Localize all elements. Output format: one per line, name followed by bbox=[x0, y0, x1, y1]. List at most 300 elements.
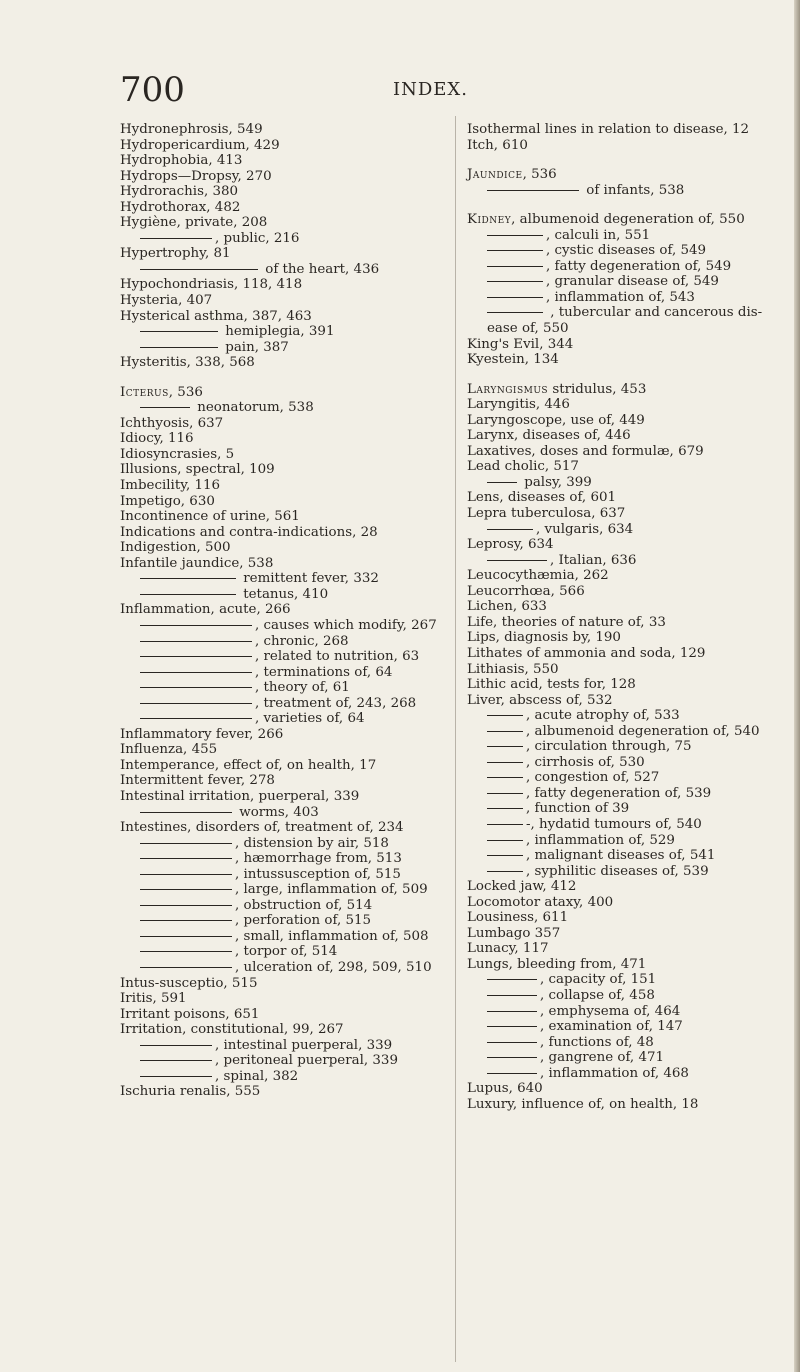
entry-text: , malignant diseases of, 541 bbox=[526, 848, 716, 864]
index-entry bbox=[120, 431, 450, 447]
index-subentry bbox=[120, 711, 450, 727]
index-subentry bbox=[120, 400, 450, 416]
index-entry bbox=[467, 459, 797, 475]
repeat-dash bbox=[487, 715, 523, 716]
repeat-dash bbox=[487, 560, 547, 561]
entry-text: Kyestein, 134 bbox=[467, 352, 559, 368]
index-entry bbox=[467, 584, 797, 600]
entry-text: , albumenoid degeneration of, 540 bbox=[526, 723, 760, 739]
entry-text: of the heart, 436 bbox=[261, 261, 380, 277]
entry-text: , inflammation of, 529 bbox=[526, 832, 675, 848]
index-entry bbox=[120, 556, 450, 572]
entry-text: , inflammation of, 543 bbox=[546, 289, 695, 305]
index-subentry bbox=[467, 1019, 797, 1035]
entry-text: , torpor of, 514 bbox=[235, 944, 338, 960]
index-subentry bbox=[467, 801, 797, 817]
entry-text: ease of, 550 bbox=[487, 321, 569, 337]
index-subentry bbox=[120, 680, 450, 696]
entry-text: , intussusception of, 515 bbox=[235, 866, 401, 882]
index-subentry bbox=[467, 972, 797, 988]
index-subentry bbox=[120, 324, 450, 340]
index-entry bbox=[120, 478, 450, 494]
entry-text: , chronic, 268 bbox=[255, 633, 349, 649]
index-entry bbox=[120, 309, 450, 325]
entry-text: Hydropericardium, 429 bbox=[120, 137, 280, 153]
index-entry bbox=[467, 537, 797, 553]
repeat-dash bbox=[140, 641, 252, 642]
index-entry bbox=[467, 615, 797, 631]
repeat-dash bbox=[140, 578, 236, 579]
entry-text: , causes which modify, 267 bbox=[255, 617, 437, 633]
index-subentry bbox=[120, 882, 450, 898]
entry-text: Hygiène, private, 208 bbox=[120, 215, 268, 231]
entry-text: King's Evil, 344 bbox=[467, 336, 574, 352]
index-subentry bbox=[120, 929, 450, 945]
repeat-dash bbox=[487, 190, 579, 191]
entry-text: Indications and contra-indications, 28 bbox=[120, 524, 378, 540]
index-entry bbox=[467, 428, 797, 444]
index-entry bbox=[120, 525, 450, 541]
repeat-dash bbox=[487, 808, 523, 809]
entry-text: Itch, 610 bbox=[467, 137, 528, 153]
entry-text: , syphilitic diseases of, 539 bbox=[526, 863, 709, 879]
index-subentry bbox=[467, 321, 797, 337]
entry-text: Lens, diseases of, 601 bbox=[467, 490, 616, 506]
entry-text: Intestines, disorders of, treatment of, 234 bbox=[120, 820, 404, 836]
page-number: 700 bbox=[120, 70, 185, 110]
entry-text: , granular disease of, 549 bbox=[546, 274, 719, 290]
index-subentry bbox=[467, 243, 797, 259]
index-subentry bbox=[467, 475, 797, 491]
entry-text: , inflammation of, 468 bbox=[540, 1065, 689, 1081]
repeat-dash bbox=[487, 1042, 537, 1043]
entry-text: Hypertrophy, 81 bbox=[120, 246, 231, 262]
index-subentry bbox=[467, 1035, 797, 1051]
entry-text: Locked jaw, 412 bbox=[467, 879, 577, 895]
index-entry bbox=[120, 169, 450, 185]
repeat-dash bbox=[487, 762, 523, 763]
entry-text: Liver, abscess of, 532 bbox=[467, 692, 613, 708]
section-initial-word: Jaundice bbox=[467, 167, 523, 183]
entry-text: worms, 403 bbox=[235, 804, 319, 820]
entry-text: Lithiasis, 550 bbox=[467, 661, 559, 677]
index-entry bbox=[120, 215, 450, 231]
index-subentry bbox=[467, 1004, 797, 1020]
index-entry bbox=[467, 397, 797, 413]
entry-text: Lips, diagnosis by, 190 bbox=[467, 630, 621, 646]
entry-text: , intestinal puerperal, 339 bbox=[215, 1037, 393, 1053]
entry-text: , spinal, 382 bbox=[215, 1068, 299, 1084]
index-subentry bbox=[120, 634, 450, 650]
index-entry bbox=[467, 910, 797, 926]
index-subentry bbox=[120, 944, 450, 960]
repeat-dash bbox=[487, 855, 523, 856]
index-entry bbox=[467, 677, 797, 693]
index-entry bbox=[120, 1084, 450, 1100]
entry-text: Hypochondriasis, 118, 418 bbox=[120, 277, 303, 293]
index-subentry bbox=[467, 305, 797, 321]
repeat-dash bbox=[487, 793, 523, 794]
repeat-dash bbox=[140, 920, 232, 921]
repeat-dash bbox=[140, 889, 232, 890]
entry-text: Lithates of ammonia and soda, 129 bbox=[467, 645, 706, 661]
index-entry bbox=[120, 727, 450, 743]
entry-text: Incontinence of urine, 561 bbox=[120, 509, 300, 525]
entry-text: Laxatives, doses and formulæ, 679 bbox=[467, 443, 704, 459]
entry-text: Hydrorachis, 380 bbox=[120, 184, 239, 200]
entry-text: , cystic diseases of, 549 bbox=[546, 243, 707, 259]
entry-text: Imbecility, 116 bbox=[120, 478, 221, 494]
index-entry bbox=[120, 416, 450, 432]
index-entry bbox=[120, 153, 450, 169]
entry-text: Impetigo, 630 bbox=[120, 493, 215, 509]
index-entry bbox=[120, 602, 450, 618]
entry-text: Life, theories of nature of, 33 bbox=[467, 614, 666, 630]
index-entry bbox=[467, 382, 797, 398]
index-subentry bbox=[467, 755, 797, 771]
repeat-dash bbox=[140, 967, 232, 968]
repeat-dash bbox=[487, 297, 543, 298]
entry-text: Lithic acid, tests for, 128 bbox=[467, 677, 636, 693]
entry-text: , function of 39 bbox=[526, 801, 630, 817]
entry-text: Larynx, diseases of, 446 bbox=[467, 428, 631, 444]
entry-text: , peritoneal puerperal, 339 bbox=[215, 1053, 398, 1069]
index-subentry bbox=[120, 571, 450, 587]
entry-text: , 536 bbox=[168, 384, 203, 400]
index-entry bbox=[467, 212, 797, 228]
entry-text: Lichen, 633 bbox=[467, 599, 547, 615]
entry-text: tetanus, 410 bbox=[239, 586, 329, 602]
index-subentry bbox=[120, 805, 450, 821]
entry-text: Hydrophobia, 413 bbox=[120, 153, 243, 169]
index-entry bbox=[467, 1081, 797, 1097]
index-subentry bbox=[120, 340, 450, 356]
entry-text: , collapse of, 458 bbox=[540, 987, 655, 1003]
index-entry bbox=[120, 293, 450, 309]
page-edge bbox=[794, 0, 800, 1372]
entry-text: stridulus, 453 bbox=[548, 381, 647, 397]
index-entry bbox=[467, 879, 797, 895]
entry-text: Inflammation, acute, 266 bbox=[120, 602, 291, 618]
repeat-dash bbox=[487, 281, 543, 282]
repeat-dash bbox=[140, 858, 232, 859]
index-subentry bbox=[120, 1069, 450, 1085]
index-subentry bbox=[120, 696, 450, 712]
index-entry bbox=[120, 820, 450, 836]
repeat-dash bbox=[487, 979, 537, 980]
repeat-dash bbox=[487, 1057, 537, 1058]
index-entry bbox=[120, 277, 450, 293]
index-subentry bbox=[467, 708, 797, 724]
index-subentry bbox=[120, 851, 450, 867]
entry-text: Idiocy, 116 bbox=[120, 431, 194, 447]
column-divider bbox=[455, 116, 456, 1362]
entry-text: , congestion of, 527 bbox=[526, 770, 660, 786]
entry-text: , acute atrophy of, 533 bbox=[526, 708, 680, 724]
index-subentry bbox=[467, 183, 797, 199]
entry-text: , ulceration of, 298, 509, 510 bbox=[235, 959, 432, 975]
section-gap bbox=[467, 153, 797, 167]
entry-text: , examination of, 147 bbox=[540, 1019, 683, 1035]
repeat-dash bbox=[140, 905, 232, 906]
index-entry bbox=[467, 490, 797, 506]
section-gap bbox=[120, 371, 450, 385]
section-initial-word: Kidney bbox=[467, 212, 512, 228]
entry-text: Laryngitis, 446 bbox=[467, 397, 570, 413]
entry-text: , related to nutrition, 63 bbox=[255, 649, 420, 665]
entry-text: , theory of, 61 bbox=[255, 680, 350, 696]
entry-text: Lousiness, 611 bbox=[467, 910, 569, 926]
index-entry bbox=[120, 789, 450, 805]
entry-text: , small, inflammation of, 508 bbox=[235, 928, 429, 944]
entry-text: Intemperance, effect of, on health, 17 bbox=[120, 757, 377, 773]
entry-text: -, hydatid tumours of, 540 bbox=[526, 816, 702, 832]
entry-text: Lupus, 640 bbox=[467, 1081, 543, 1097]
section-initial-word: Icterus bbox=[120, 384, 169, 400]
index-entry bbox=[120, 184, 450, 200]
index-subentry bbox=[467, 817, 797, 833]
entry-text: , emphysema of, 464 bbox=[540, 1003, 681, 1019]
entry-text: , gangrene of, 471 bbox=[540, 1050, 665, 1066]
repeat-dash bbox=[487, 312, 543, 313]
index-entry bbox=[120, 494, 450, 510]
entry-text: Hysteria, 407 bbox=[120, 293, 213, 309]
index-subentry bbox=[467, 1066, 797, 1082]
entry-text: Leucocythæmia, 262 bbox=[467, 568, 609, 584]
index-subentry bbox=[467, 553, 797, 569]
index-entry bbox=[467, 1097, 797, 1113]
entry-text: , tubercular and cancerous dis- bbox=[546, 305, 763, 321]
section-initial-word: Laryngismus bbox=[467, 381, 549, 397]
index-entry bbox=[467, 352, 797, 368]
entry-text: Hysterical asthma, 387, 463 bbox=[120, 308, 312, 324]
index-entry bbox=[120, 246, 450, 262]
index-entry bbox=[467, 630, 797, 646]
entry-text: , 536 bbox=[522, 167, 557, 183]
entry-text: remittent fever, 332 bbox=[239, 571, 379, 587]
index-entry bbox=[120, 976, 450, 992]
repeat-dash bbox=[140, 1076, 212, 1077]
entry-text: , perforation of, 515 bbox=[235, 913, 372, 929]
repeat-dash bbox=[487, 995, 537, 996]
index-entry bbox=[120, 138, 450, 154]
entry-text: , treatment of, 243, 268 bbox=[255, 695, 417, 711]
index-entry bbox=[120, 758, 450, 774]
entry-text: Isothermal lines in relation to disease, 12 bbox=[467, 122, 750, 137]
repeat-dash bbox=[140, 1045, 212, 1046]
entry-text: palsy, 399 bbox=[520, 474, 592, 490]
repeat-dash bbox=[140, 703, 252, 704]
entry-text: Irritation, constitutional, 99, 267 bbox=[120, 1022, 344, 1038]
entry-text: , Italian, 636 bbox=[550, 552, 637, 568]
index-entry bbox=[120, 355, 450, 371]
index-entry bbox=[467, 941, 797, 957]
index-subentry bbox=[120, 1053, 450, 1069]
repeat-dash bbox=[140, 347, 218, 348]
repeat-dash bbox=[140, 238, 212, 239]
entry-text: Leprosy, 634 bbox=[467, 537, 554, 553]
repeat-dash bbox=[140, 594, 236, 595]
index-subentry bbox=[120, 960, 450, 976]
index-entry bbox=[120, 773, 450, 789]
index-entry bbox=[467, 957, 797, 973]
repeat-dash bbox=[140, 656, 252, 657]
entry-text: Lepra tuberculosa, 637 bbox=[467, 506, 626, 522]
entry-text: , large, inflammation of, 509 bbox=[235, 882, 428, 898]
index-subentry bbox=[120, 867, 450, 883]
entry-text: Intestinal irritation, puerperal, 339 bbox=[120, 788, 360, 804]
index-entry bbox=[120, 509, 450, 525]
entry-text: pain, 387 bbox=[221, 339, 289, 355]
repeat-dash bbox=[140, 874, 232, 875]
entry-text: , vulgaris, 634 bbox=[536, 521, 634, 537]
entry-text: , calculi in, 551 bbox=[546, 227, 651, 243]
index-subentry bbox=[467, 522, 797, 538]
repeat-dash bbox=[140, 936, 232, 937]
entry-text: Locomotor ataxy, 400 bbox=[467, 894, 614, 910]
index-entry bbox=[467, 122, 797, 138]
index-entry bbox=[467, 167, 797, 183]
entry-text: of infants, 538 bbox=[582, 182, 685, 198]
running-head: INDEX. bbox=[393, 79, 468, 100]
repeat-dash bbox=[487, 1026, 537, 1027]
index-subentry bbox=[120, 618, 450, 634]
repeat-dash bbox=[140, 625, 252, 626]
repeat-dash bbox=[487, 1011, 537, 1012]
index-entry bbox=[120, 447, 450, 463]
index-entry bbox=[467, 926, 797, 942]
entry-text: Ichthyosis, 637 bbox=[120, 415, 224, 431]
index-subentry bbox=[467, 864, 797, 880]
repeat-dash bbox=[140, 269, 258, 270]
entry-text: Irritant poisons, 651 bbox=[120, 1006, 260, 1022]
repeat-dash bbox=[487, 824, 523, 825]
repeat-dash bbox=[487, 250, 543, 251]
repeat-dash bbox=[487, 731, 523, 732]
entry-text: , obstruction of, 514 bbox=[235, 897, 373, 913]
entry-text: , cirrhosis of, 530 bbox=[526, 754, 645, 770]
repeat-dash bbox=[487, 840, 523, 841]
index-entry bbox=[467, 895, 797, 911]
entry-text: Lumbago 357 bbox=[467, 925, 561, 941]
repeat-dash bbox=[487, 871, 523, 872]
entry-text: Luxury, influence of, on health, 18 bbox=[467, 1096, 699, 1112]
repeat-dash bbox=[487, 482, 517, 483]
index-entry bbox=[120, 200, 450, 216]
index-subentry bbox=[467, 1050, 797, 1066]
entry-text: Illusions, spectral, 109 bbox=[120, 462, 275, 478]
index-subentry bbox=[120, 898, 450, 914]
entry-text: , distension by air, 518 bbox=[235, 835, 389, 851]
entry-text: , public, 216 bbox=[215, 230, 300, 246]
index-entry bbox=[120, 742, 450, 758]
index-entry bbox=[120, 385, 450, 401]
entry-text: Ischuria renalis, 555 bbox=[120, 1084, 261, 1100]
index-entry bbox=[120, 540, 450, 556]
entry-text: Lunacy, 117 bbox=[467, 941, 549, 957]
repeat-dash bbox=[140, 687, 252, 688]
entry-text: , albumenoid degeneration of, 550 bbox=[511, 212, 745, 228]
index-subentry bbox=[467, 739, 797, 755]
index-subentry bbox=[120, 587, 450, 603]
repeat-dash bbox=[487, 529, 533, 530]
repeat-dash bbox=[140, 951, 232, 952]
repeat-dash bbox=[140, 843, 232, 844]
entry-text: Intus-susceptio, 515 bbox=[120, 975, 258, 991]
index-subentry bbox=[467, 290, 797, 306]
index-subentry bbox=[467, 770, 797, 786]
index-entry bbox=[120, 1022, 450, 1038]
index-subentry bbox=[120, 836, 450, 852]
index-subentry bbox=[120, 1038, 450, 1054]
index-entry bbox=[467, 568, 797, 584]
index-entry bbox=[467, 646, 797, 662]
entry-text: , terminations of, 64 bbox=[255, 664, 393, 680]
repeat-dash bbox=[140, 1060, 212, 1061]
entry-text: , fatty degeneration of, 549 bbox=[546, 258, 732, 274]
index-subentry bbox=[120, 913, 450, 929]
index-entry bbox=[467, 444, 797, 460]
entry-text: Influenza, 455 bbox=[120, 742, 218, 758]
entry-text: Lead cholic, 517 bbox=[467, 459, 579, 475]
index-entry bbox=[120, 991, 450, 1007]
index-entry bbox=[467, 506, 797, 522]
entry-text: Inflammatory fever, 266 bbox=[120, 726, 284, 742]
index-entry bbox=[120, 1007, 450, 1023]
repeat-dash bbox=[487, 777, 523, 778]
entry-text: hemiplegia, 391 bbox=[221, 324, 335, 340]
index-subentry bbox=[120, 231, 450, 247]
repeat-dash bbox=[487, 1073, 537, 1074]
entry-text: Infantile jaundice, 538 bbox=[120, 555, 274, 571]
index-subentry bbox=[467, 724, 797, 740]
repeat-dash bbox=[140, 718, 252, 719]
index-entry bbox=[467, 662, 797, 678]
repeat-dash bbox=[487, 235, 543, 236]
index-subentry bbox=[467, 259, 797, 275]
entry-text: Indigestion, 500 bbox=[120, 540, 231, 556]
index-entry bbox=[467, 337, 797, 353]
right-column bbox=[467, 122, 797, 1112]
repeat-dash bbox=[140, 331, 218, 332]
index-subentry bbox=[467, 786, 797, 802]
index-subentry bbox=[467, 228, 797, 244]
section-gap bbox=[467, 198, 797, 212]
entry-text: , fatty degeneration of, 539 bbox=[526, 785, 712, 801]
entry-text: Hydrothorax, 482 bbox=[120, 199, 241, 215]
index-subentry bbox=[467, 274, 797, 290]
entry-text: Idiosyncrasies, 5 bbox=[120, 446, 235, 462]
entry-text: Hydrops—Dropsy, 270 bbox=[120, 168, 272, 184]
index-entry bbox=[467, 599, 797, 615]
index-entry bbox=[467, 693, 797, 709]
entry-text: , capacity of, 151 bbox=[540, 972, 657, 988]
index-entry bbox=[467, 413, 797, 429]
entry-text: Hydronephrosis, 549 bbox=[120, 122, 263, 137]
entry-text: Intermittent fever, 278 bbox=[120, 773, 275, 789]
entry-text: , circulation through, 75 bbox=[526, 739, 692, 755]
entry-text: , functions of, 48 bbox=[540, 1034, 654, 1050]
left-column bbox=[120, 122, 450, 1100]
index-subentry bbox=[467, 833, 797, 849]
index-entry bbox=[467, 138, 797, 154]
repeat-dash bbox=[487, 266, 543, 267]
repeat-dash bbox=[140, 407, 190, 408]
entry-text: , varieties of, 64 bbox=[255, 711, 365, 727]
repeat-dash bbox=[140, 812, 232, 813]
entry-text: , hæmorrhage from, 513 bbox=[235, 851, 402, 867]
repeat-dash bbox=[487, 746, 523, 747]
